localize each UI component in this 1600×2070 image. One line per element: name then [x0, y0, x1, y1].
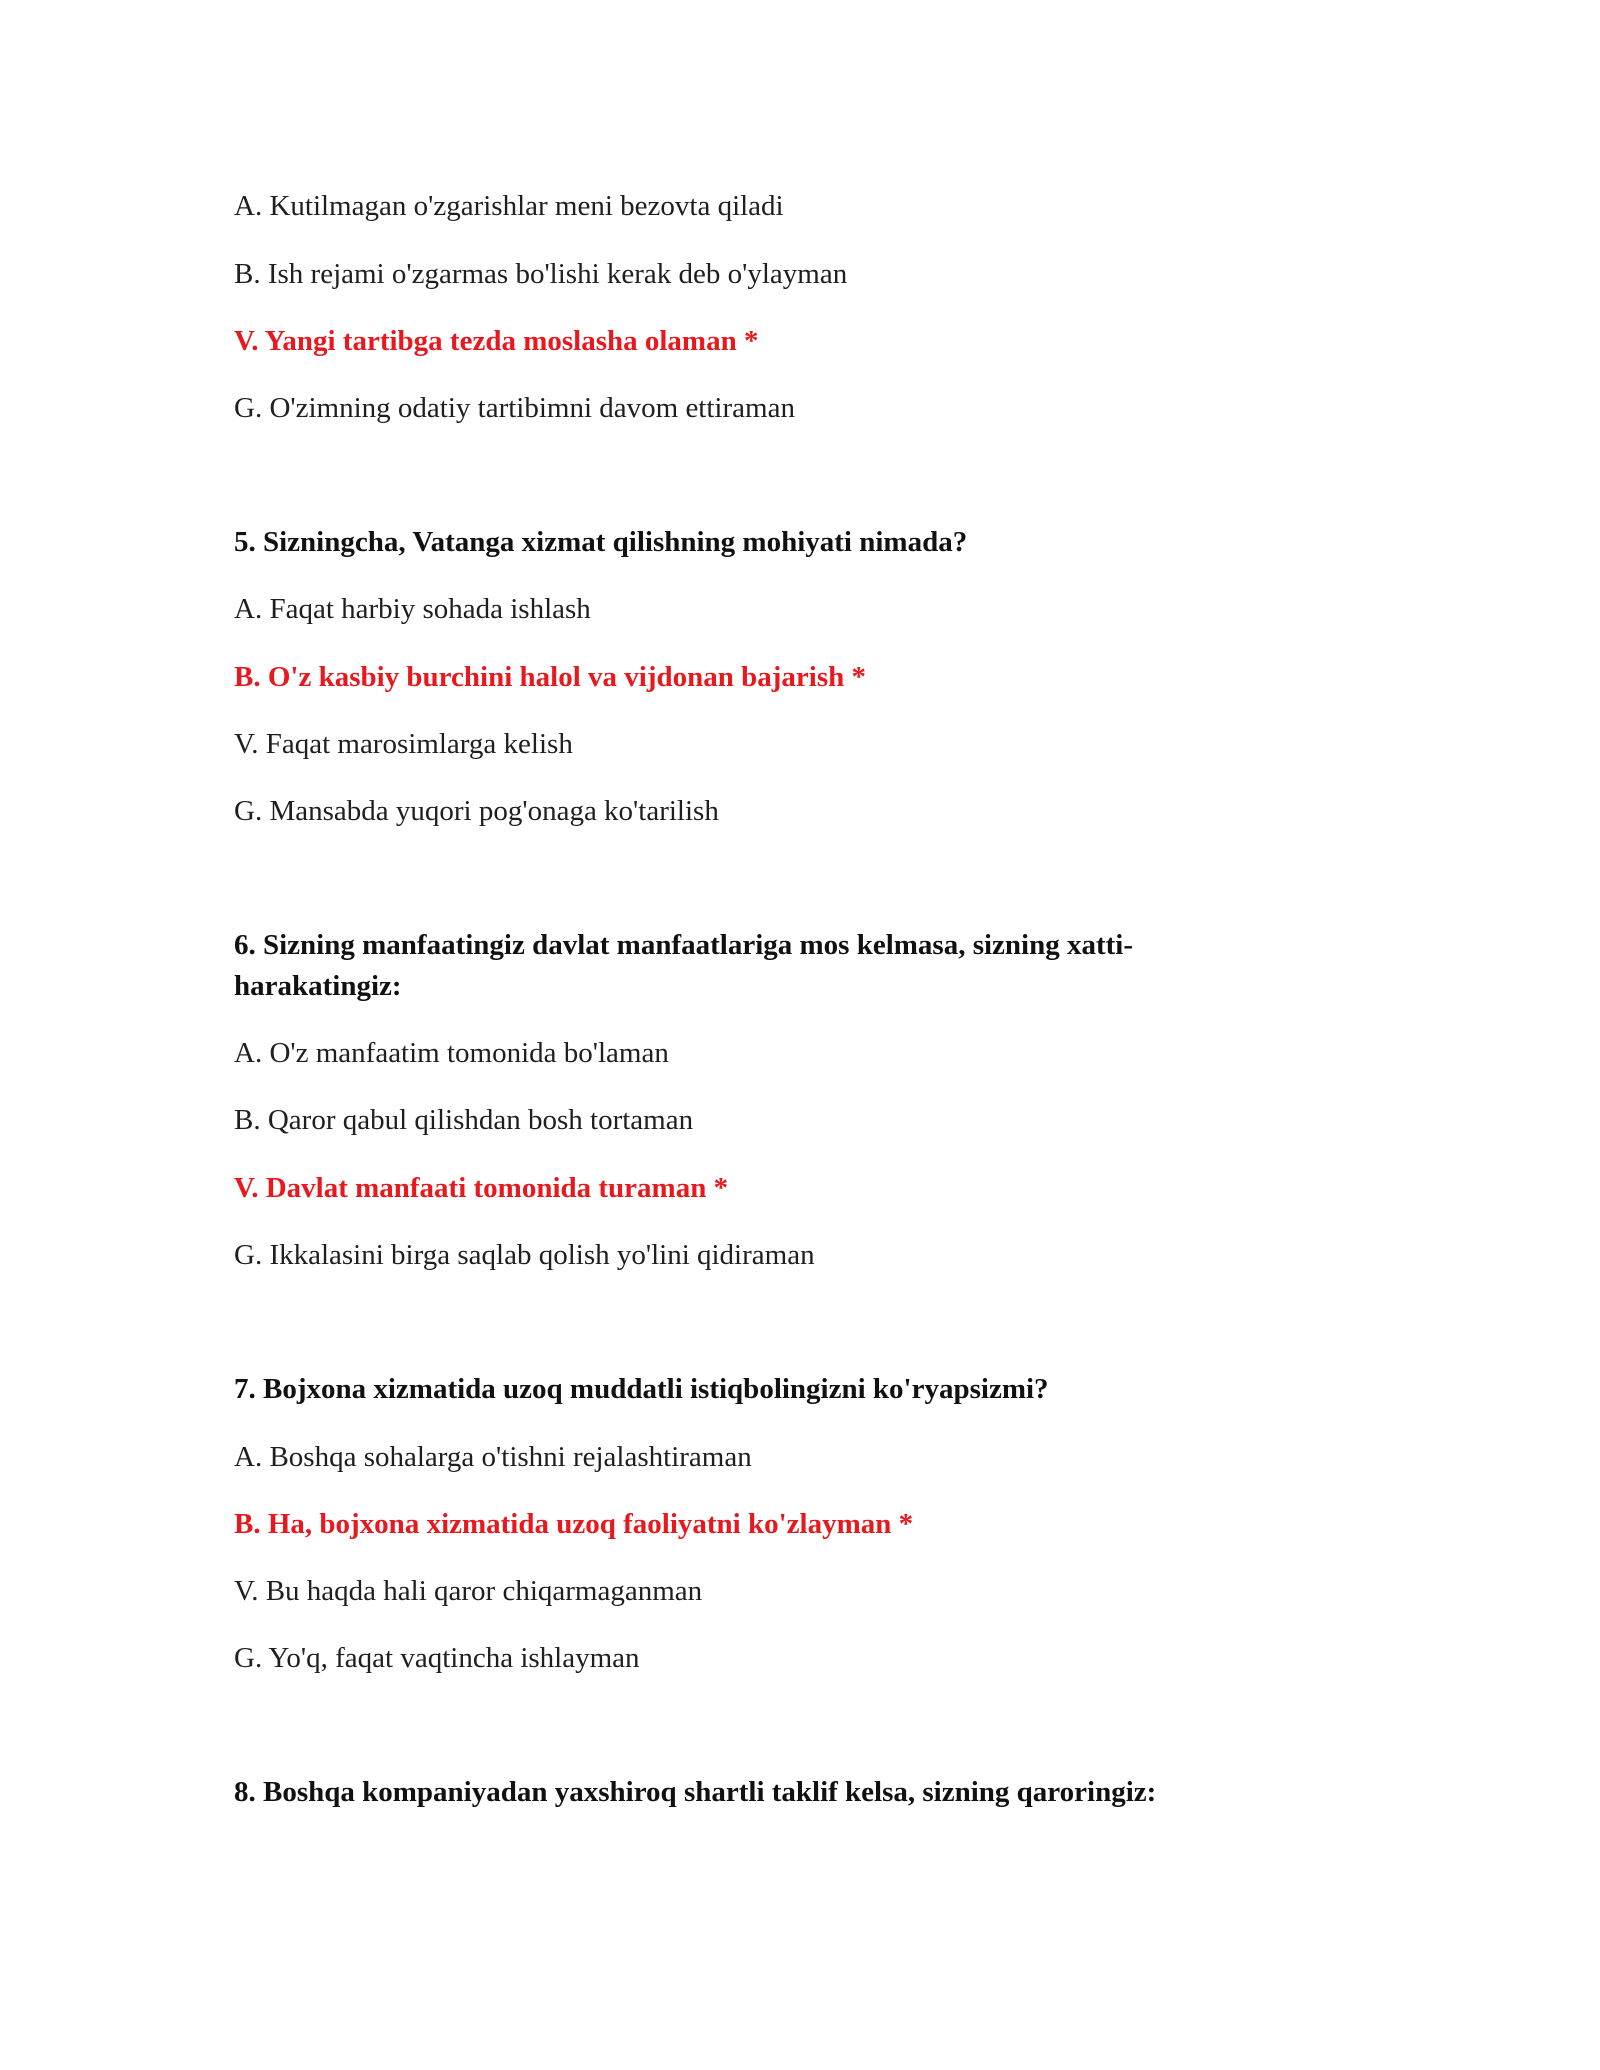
question-8: 8. Boshqa kompaniyadan yaxshiroq shartli taklif kelsa, sizning qaroringiz: — [234, 1776, 1157, 1808]
option-6a: A. O'z manfaatim tomonida bo'laman — [234, 1037, 669, 1069]
question-5: 5. Sizningcha, Vatanga xizmat qilishning mohiyati nimada? — [234, 526, 968, 558]
option-4a: A. Kutilmagan o'zgarishlar meni bezovta qiladi — [234, 190, 784, 222]
option-5g: G. Mansabda yuqori pog'onaga ko'tarilish — [234, 795, 719, 827]
question-6-line-1: 6. Sizning manfaatingiz davlat manfaatlariga mos kelmasa, sizning xatti- — [234, 929, 1134, 961]
option-7v: V. Bu haqda hali qaror chiqarmaganman — [234, 1575, 703, 1607]
option-7a: A. Boshqa sohalarga o'tishni rejalashtiraman — [234, 1441, 752, 1473]
option-4g: G. O'zimning odatiy tartibimni davom ettiraman — [234, 392, 795, 424]
correct-answer-4v: V. Yangi tartibga tezda moslasha olaman * — [234, 325, 759, 357]
option-5a: A. Faqat harbiy sohada ishlash — [234, 593, 591, 625]
option-6g: G. Ikkalasini birga saqlab qolish yo'lini qidiraman — [234, 1239, 815, 1271]
option-4b: B. Ish rejami o'zgarmas bo'lishi kerak deb o'ylayman — [234, 258, 848, 290]
correct-answer-7b: B. Ha, bojxona xizmatida uzoq faoliyatni ko'zlayman * — [234, 1508, 914, 1540]
question-6-line-2: harakatingiz: — [234, 970, 402, 1002]
option-6b: B. Qaror qabul qilishdan bosh tortaman — [234, 1104, 694, 1136]
correct-answer-6v: V. Davlat manfaati tomonida turaman * — [234, 1172, 729, 1204]
option-7g: G. Yo'q, faqat vaqtincha ishlayman — [234, 1642, 640, 1674]
correct-answer-5b: B. O'z kasbiy burchini halol va vijdonan bajarish * — [234, 661, 866, 693]
question-7: 7. Bojxona xizmatida uzoq muddatli istiqbolingizni ko'ryapsizmi? — [234, 1373, 1049, 1405]
option-5v: V. Faqat marosimlarga kelish — [234, 728, 573, 760]
